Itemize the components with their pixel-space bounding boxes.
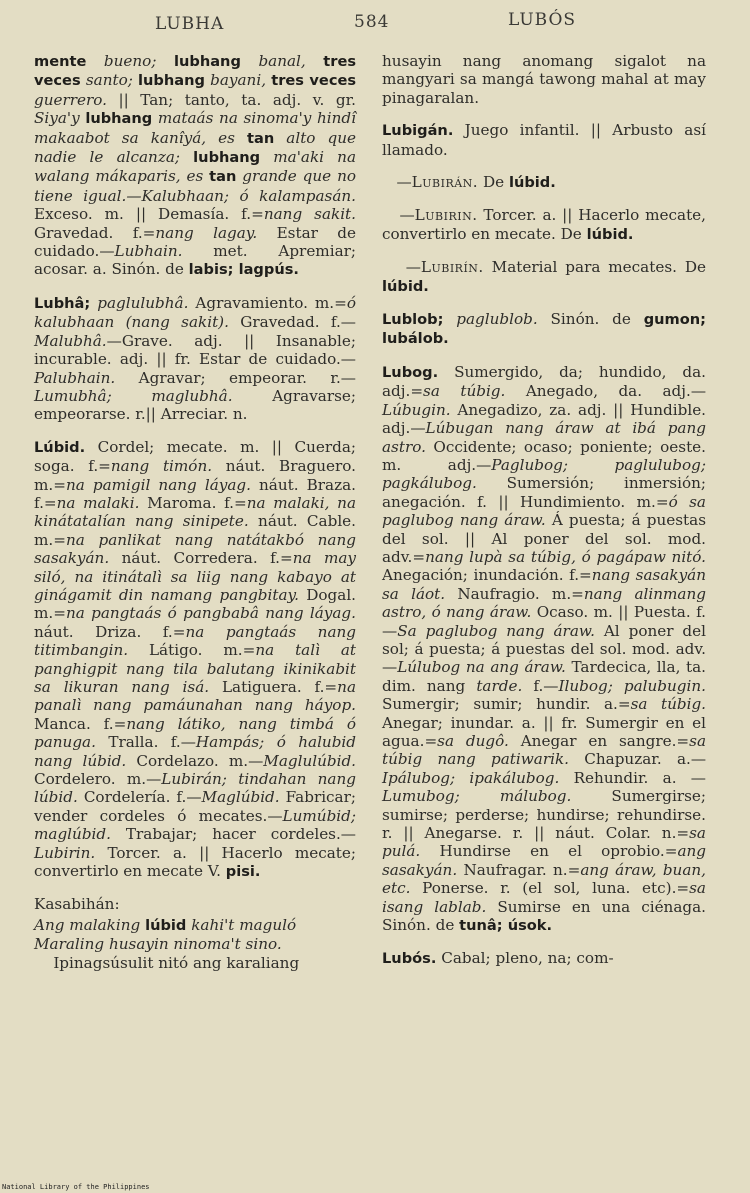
saying-text: Ang malaking lúbid kahi't maguló Maraling husayin ninoma't sino. Ipinagsúsulit nitó ang karaliang xyxy=(34,915,300,972)
entry-lubog: Lubog. Sumergido, da; hundido, da. adj.=sa túbig. Anegado, da. adj.—Lúbugin. Anegadizo, za. adj. || Hundible. adj.—Lúbugan nang áraw at ibá pang astro. Occidente; ocaso; poniente; oeste. m. adj.—Paglubog; paglulubog; pagkálubog. Sumersión; inmersión; anegación. f. || Hundimiento. m.=ó sa paglubog nang áraw. Á puesta; á puestas del sol. || Al poner del sol. mod. adv.=nang lupà sa túbig, ó pagápaw nitó. Anegación; inundación. f.=nang sasakyán sa láot. Naufragio. m.=nang alinmang astro, ó nang áraw. Ocaso. m. || Puesta. f.—Sa paglubog nang áraw. Al poner del sol; á puesta; á puestas del sol. mod. adv.—Lúlubog na ang áraw. Tardecica, lla, ta. dim. nang tarde. f.—Ilubog; palubugin. Sumergir; sumir; hundir. a.=sa túbig. Anegar; inundar. a. || fr. Sumergir en el agua.=sa dugô. Anegar en sangre.=sa túbig nang patiwarik. Chapuzar. a.—Ipálubog; ipakálubog. Rehundir. a. —Lumubog; málubog. Sumergirse; sumirse; perderse; hundirse; rehundirse. r. || Anegarse. r. || náut. Colar. n.=sa pulá. Hundirse en el oprobio.=ang sasakyán. Naufragar. n.=ang áraw, buan, etc. Ponerse. r. (el sol, luna. etc).=sa isang lablab. Sumirse en una ciénaga. Sinón. de tunâ; úsok. xyxy=(382,362,707,935)
entry-lubos: Lubós. Cabal; pleno, na; com- xyxy=(382,949,614,968)
entry-lubha-continued: mente bueno; lubhang banal, tres veces santo; lubhang bayani, tres veces guerrero. || Tan; tanto, ta. adj. v. gr. Siya'y lubhang mataás na sinoma'y hindî makaabot sa kanîyá, es tan alto que nadie le alcanza; lubhang ma'aki na walang mákaparis, es tan grande que no tiene igual.—Kalubhaan; ó kalampasán. Exceso. m. || Demasía. f.=nang sakit. Gravedad. f.=nang lagay. Estar de cuidado.—Lubhain. met. Apremiar; acosar. a. Sinón. de labis; lagpús. xyxy=(34,52,357,279)
right-running-head: LUBÓS xyxy=(508,10,577,30)
left-column xyxy=(34,52,356,972)
page-number: 584 xyxy=(354,12,390,32)
entry-lubha: Lubhâ; paglulubhâ. Agravamiento. m.=ó kalubhaan (nang sakit). Gravedad. f.—Malubhâ.—Grave. adj. || Insanable; incurable. adj. || fr. Estar de cuidado.—Palubhain. Agravar; empeorar. r.—Lumubhâ; maglubhâ. Agravarse; empeorarse. r.|| Arreciar. n. xyxy=(34,293,357,424)
entry-lubigan: Lubigán. Juego infantil. || Arbusto así llamado. xyxy=(382,121,706,159)
entry-lubirin-noun: —Lubirín. Material para mecates. De lúbid. xyxy=(382,258,707,295)
entry-lubid: Lúbid. Cordel; mecate. m. || Cuerda; soga. f.=nang timón. náut. Braguero. m.=na pamigil nang láyag. náut. Braza. f.=na malaki. Maroma. f.=na malaki, na kinátatalían nang sinipete. náut. Cable. m.=na panlikat nang natátakbó nang sasakyán. náut. Corredera. f.=na may siló, na itinátalì sa liig nang kabayo at ginágamit din namang pangbitay. Dogal. m.=na pangtaás ó pangbabâ nang láyag. náut. Driza. f.=na pangtaás nang titimbangin. Látigo. m.=na talì at panghigpit nang tila balutang ikinikabit sa likuran nang isá. Latiguera. f.=na panalì nang pamáunahan nang háyop. Manca. f.=nang látiko, nang timbá ó panuga. Tralla. f.—Hampás; ó halubid nang lúbid. Cordelazo. m.—Maglulúbid. Cordelero. m.—Lubirán; tindahan nang lúbid. Cordelería. f.—Maglúbid. Fabricar; vender cordeles ó mecates.—Lumúbid; maglúbid. Trabajar; hacer cordeles.—Lubirin. Torcer. a. || Hacerlo mecate; convertirlo en mecate V. pisi. xyxy=(34,437,357,881)
entry-lubirin-verb: —Lubirin. Torcer. a. || Hacerlo mecate, convertirlo en mecate. De lúbid. xyxy=(382,206,706,243)
left-running-head: LUBHA xyxy=(155,14,225,34)
page-header xyxy=(0,8,750,38)
entry-lublob: Lublob; paglublob. Sinón. de gumon; lubálob. xyxy=(382,310,706,348)
entry-lubid-continued: husayin nang anomang sigalot na mangyari sa mangá tawong mahal at may pinagaralan. xyxy=(382,52,706,107)
footer-credit: National Library of the Philippines xyxy=(2,1183,150,1191)
right-column xyxy=(382,52,706,983)
saying-label: Kasabihán: xyxy=(34,895,120,914)
entry-lubiran: —Lubirán. De lúbid. xyxy=(396,173,556,192)
